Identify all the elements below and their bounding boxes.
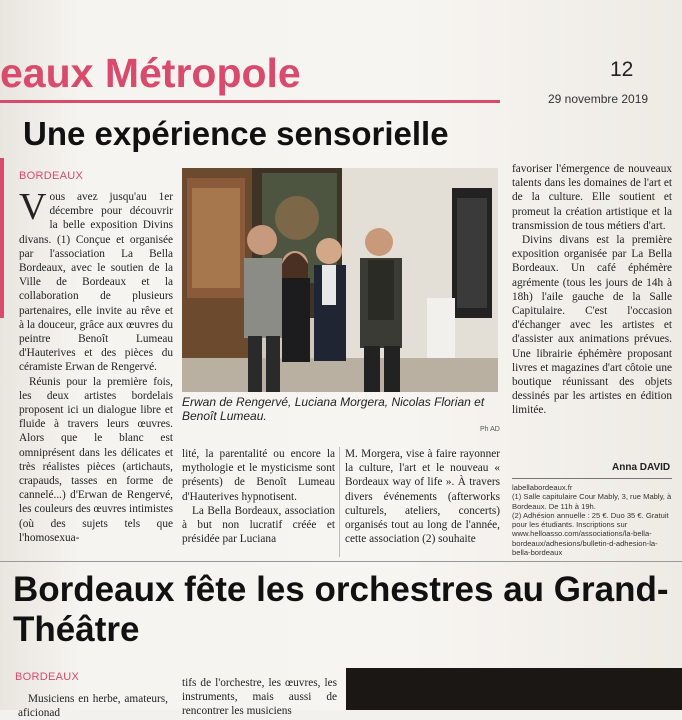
article-kicker: BORDEAUX <box>15 671 80 683</box>
photo-caption: Erwan de Rengervé, Luciana Morgera, Nicolas Florian et Benoît Lumeau. <box>182 395 485 423</box>
article-column-4 <box>512 162 672 418</box>
body-paragraph: M. Morgera, vise à faire rayonner la culture, l'art et le nouveau « Bordeaux way of life ». À travers divers événements (afterworks culturels, ateliers, concerts) organisés tout au long de l'année, cette association (2) souhaite <box>345 448 500 546</box>
body-paragraph: lité, la parentalité ou encore la mythologie et le mysticisme sont présents) de Benoît Lumeau d'Hauterives hypnotisent. <box>182 448 335 503</box>
article-photo <box>182 168 498 392</box>
body-paragraph: Musiciens en herbe, amateurs, aficionad <box>18 693 168 720</box>
section-title: eaux Métropole <box>0 50 301 96</box>
margin-accent-bar <box>0 158 4 318</box>
header-rule <box>0 100 500 103</box>
practical-info <box>512 483 674 557</box>
article-column-2 <box>182 676 337 719</box>
body-paragraph: La Bella Bordeaux, association à but non lucratif créée et présidée par Luciana <box>182 504 335 546</box>
article-headline: Une expérience sensorielle <box>23 115 449 152</box>
photo-credit: Ph AD <box>480 426 500 433</box>
article-column-3 <box>345 447 500 546</box>
author-signature: Anna DAVID <box>612 462 671 473</box>
article-headline: Bordeaux fête les orchestres au Grand-Théâtre <box>13 570 669 649</box>
body-paragraph: favoriser l'émergence de nouveaux talents dans les domaines de l'art et de la culture. Elle soutient et promeut la création artistique et la transmission de tous métiers d'art. <box>512 163 672 232</box>
article-separator <box>0 561 682 562</box>
publication-date: 29 novembre 2019 <box>548 92 649 106</box>
group-photo-illustration <box>182 168 498 392</box>
info-rule <box>512 478 672 479</box>
drop-cap: V <box>19 186 47 228</box>
body-paragraph: tifs de l'orchestre, les œuvres, les instruments, mais aussi de rencontrer les musiciens <box>182 677 337 718</box>
article-column-2 <box>182 447 335 546</box>
website-text: labellabordeaux.fr <box>512 483 573 492</box>
page-number: 12 <box>610 58 634 81</box>
article-column-1 <box>19 186 173 545</box>
body-paragraph: Réunis pour la première fois, les deux artistes bordelais proposent ici un dialogue libre et fluide à travers leurs œuvres. Alors que le blanc est omniprésent dans les délicates et très réalistes pièces (artichauts, crapauds, tasses en forme de cannelé...) d'Erwan de Rengervé, les couleurs des œuvres intimistes (où des sujets tels que l'homosexua- <box>19 375 173 544</box>
lead-paragraph: Vous avez jusqu'au 1er décembre pour découvrir la belle exposition Divins divans. (1) Conçue et organisée par l'association La Bella Bordeaux, avec le soutien de la Ville de Bordeaux et la collaboration de plusieurs partenaires, elle invite au rêve et à la douceur, grâce aux œuvres du peintre Benoît Lumeau d'Hauterives et des pièces du céramiste Erwan de Rengervé. <box>19 186 173 374</box>
article-kicker: BORDEAUX <box>19 170 84 182</box>
footnote-2: (2) Adhésion annuelle : 25 €. Duo 35 €. Gratuit pour les étudiants. Inscriptions sur www.helloasso.com/associations/la-bella-bordeaux/adhesions/bulletin-d-adhesion-la-bella-bordeaux <box>512 510 669 558</box>
article-column-1 <box>18 692 168 720</box>
body-paragraph: Divins divans est la première exposition organisée par La Bella Bordeaux. Un café éphémère agrémente (tous les jours de 14h à 18h) l'aile gauche de la Salle Capitulaire. C'est l'occasion d'échanger avec les artistes et d'assister aux animations prévues. Une librairie éphémère proposant livres et magazines d'art côtoie une boutique réunissant des objets dessinés par les artistes en édition limitée. <box>512 234 672 417</box>
column-divider <box>339 447 340 557</box>
footnote-1: (1) Salle capitulaire Cour Mably, 3, rue Mably, à Bordeaux. De 11h à 19h. <box>512 492 672 511</box>
article-photo <box>346 668 682 710</box>
